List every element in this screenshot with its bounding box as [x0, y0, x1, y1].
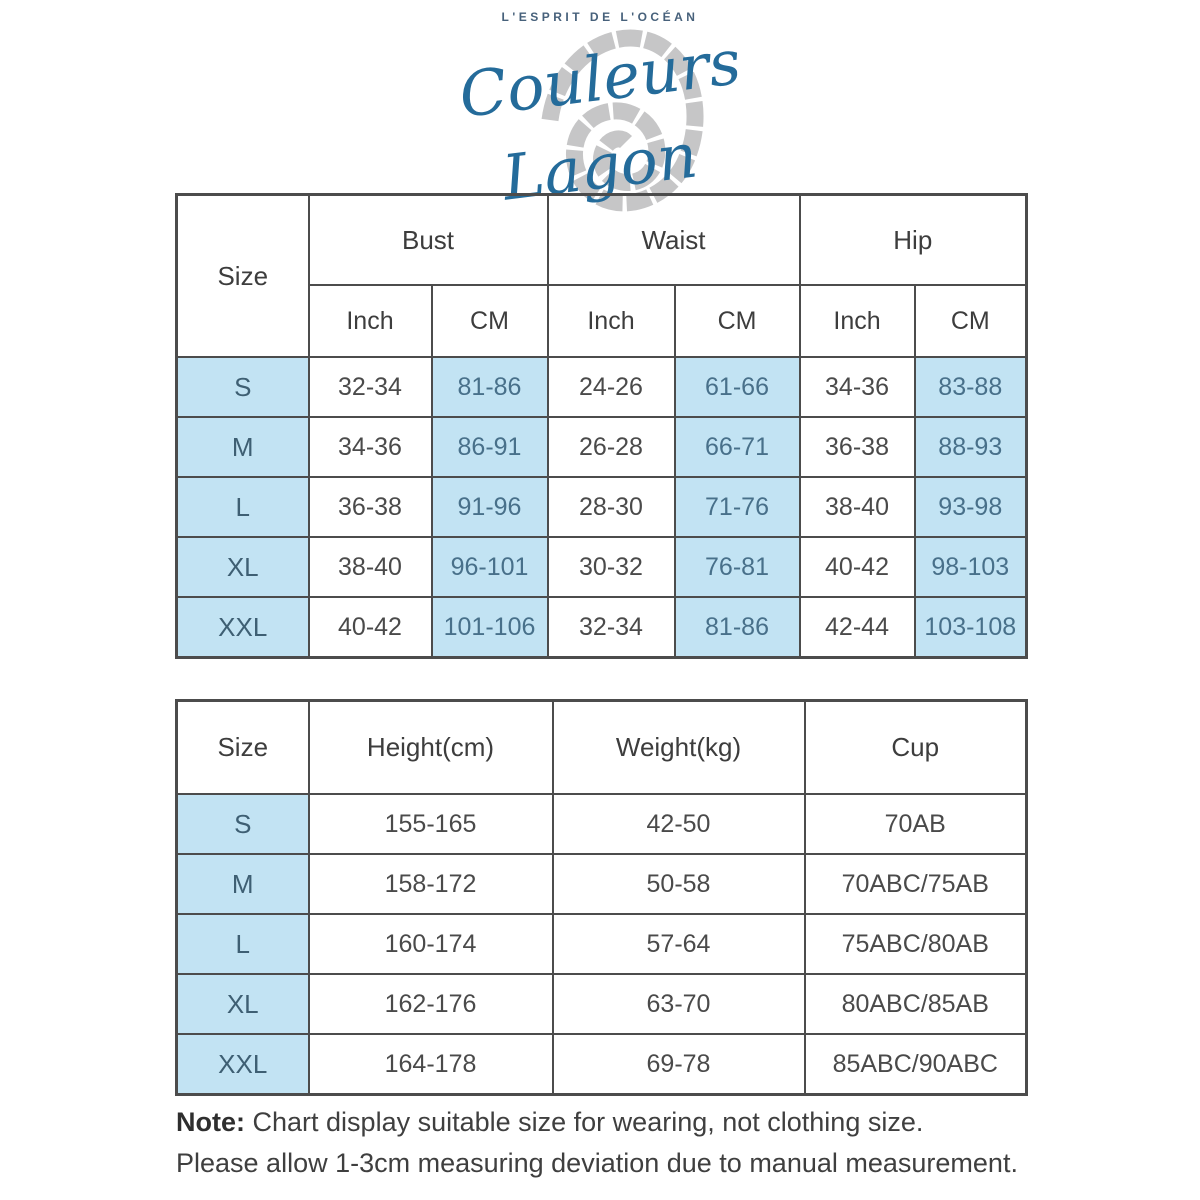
cup-column-header: Cup	[805, 701, 1027, 795]
table-row	[177, 1034, 1027, 1095]
hip-cm-header: CM	[915, 285, 1027, 357]
size-cell: XL	[177, 974, 309, 1034]
hip-cm-cell: 88-93	[915, 417, 1027, 477]
waist-inch-cell: 24-26	[548, 357, 675, 417]
bust-cm-cell: 101-106	[432, 597, 548, 658]
hip-cm-cell: 103-108	[915, 597, 1027, 658]
weight-cell: 63-70	[553, 974, 805, 1034]
bust-inch-cell: 36-38	[309, 477, 432, 537]
bust-cm-cell: 86-91	[432, 417, 548, 477]
table-header-row	[177, 195, 1027, 286]
bust-inch-cell: 34-36	[309, 417, 432, 477]
bust-inch-cell: 40-42	[309, 597, 432, 658]
height-column-header: Height(cm)	[309, 701, 553, 795]
hip-cm-cell: 83-88	[915, 357, 1027, 417]
weight-cell: 50-58	[553, 854, 805, 914]
size-cell: S	[177, 794, 309, 854]
note-text-1: Chart display suitable size for wearing, not clothing size.	[252, 1107, 924, 1137]
table-row	[177, 357, 1027, 417]
table-row	[177, 597, 1027, 658]
waist-inch-cell: 32-34	[548, 597, 675, 658]
cup-cell: 70ABC/75AB	[805, 854, 1027, 914]
measurement-size-table	[175, 193, 1028, 659]
bust-inch-cell: 32-34	[309, 357, 432, 417]
cup-cell: 85ABC/90ABC	[805, 1034, 1027, 1095]
hip-group-header: Hip	[800, 195, 1027, 286]
size-column-header: Size	[177, 701, 309, 795]
waist-inch-header: Inch	[548, 285, 675, 357]
waist-group-header: Waist	[548, 195, 800, 286]
size-cell: L	[177, 477, 309, 537]
waist-inch-cell: 28-30	[548, 477, 675, 537]
measurement-note	[176, 1102, 1076, 1184]
table-row	[177, 854, 1027, 914]
size-cell: XXL	[177, 597, 309, 658]
height-cell: 164-178	[309, 1034, 553, 1095]
waist-inch-cell: 26-28	[548, 417, 675, 477]
note-label: Note:	[176, 1107, 245, 1137]
table-row	[177, 794, 1027, 854]
waist-cm-cell: 81-86	[675, 597, 800, 658]
size-cell: M	[177, 417, 309, 477]
height-cell: 155-165	[309, 794, 553, 854]
table-row	[177, 914, 1027, 974]
body-reference-table	[175, 699, 1028, 1096]
cup-cell: 70AB	[805, 794, 1027, 854]
height-cell: 158-172	[309, 854, 553, 914]
hip-inch-cell: 38-40	[800, 477, 915, 537]
bust-group-header: Bust	[309, 195, 548, 286]
waist-cm-cell: 61-66	[675, 357, 800, 417]
table-row	[177, 477, 1027, 537]
table-row	[177, 537, 1027, 597]
size-cell: L	[177, 914, 309, 974]
weight-column-header: Weight(kg)	[553, 701, 805, 795]
brand-tagline: L'ESPRIT DE L'OCÉAN	[501, 10, 699, 24]
weight-cell: 57-64	[553, 914, 805, 974]
table-row	[177, 974, 1027, 1034]
size-column-header: Size	[177, 195, 309, 358]
waist-cm-cell: 71-76	[675, 477, 800, 537]
hip-inch-cell: 42-44	[800, 597, 915, 658]
weight-cell: 42-50	[553, 794, 805, 854]
size-cell: XL	[177, 537, 309, 597]
hip-cm-cell: 98-103	[915, 537, 1027, 597]
waist-cm-header: CM	[675, 285, 800, 357]
height-cell: 162-176	[309, 974, 553, 1034]
weight-cell: 69-78	[553, 1034, 805, 1095]
hip-inch-cell: 34-36	[800, 357, 915, 417]
brand-name-lagon: Lagon	[498, 118, 702, 215]
bust-inch-header: Inch	[309, 285, 432, 357]
table-header-row	[177, 701, 1027, 795]
brand-name-couleurs: Couleurs	[455, 25, 745, 132]
waist-cm-cell: 66-71	[675, 417, 800, 477]
hip-inch-header: Inch	[800, 285, 915, 357]
bust-cm-cell: 91-96	[432, 477, 548, 537]
waist-cm-cell: 76-81	[675, 537, 800, 597]
hip-inch-cell: 40-42	[800, 537, 915, 597]
size-cell: XXL	[177, 1034, 309, 1095]
bust-cm-header: CM	[432, 285, 548, 357]
cup-cell: 75ABC/80AB	[805, 914, 1027, 974]
note-line-1	[176, 1102, 1076, 1143]
note-text-2: Please allow 1-3cm measuring deviation due to manual measurement.	[176, 1148, 1018, 1178]
bust-cm-cell: 81-86	[432, 357, 548, 417]
table-row	[177, 417, 1027, 477]
note-line-2	[176, 1143, 1076, 1184]
bust-cm-cell: 96-101	[432, 537, 548, 597]
size-cell: S	[177, 357, 309, 417]
hip-cm-cell: 93-98	[915, 477, 1027, 537]
waist-inch-cell: 30-32	[548, 537, 675, 597]
height-cell: 160-174	[309, 914, 553, 974]
size-cell: M	[177, 854, 309, 914]
bust-inch-cell: 38-40	[309, 537, 432, 597]
cup-cell: 80ABC/85AB	[805, 974, 1027, 1034]
hip-inch-cell: 36-38	[800, 417, 915, 477]
